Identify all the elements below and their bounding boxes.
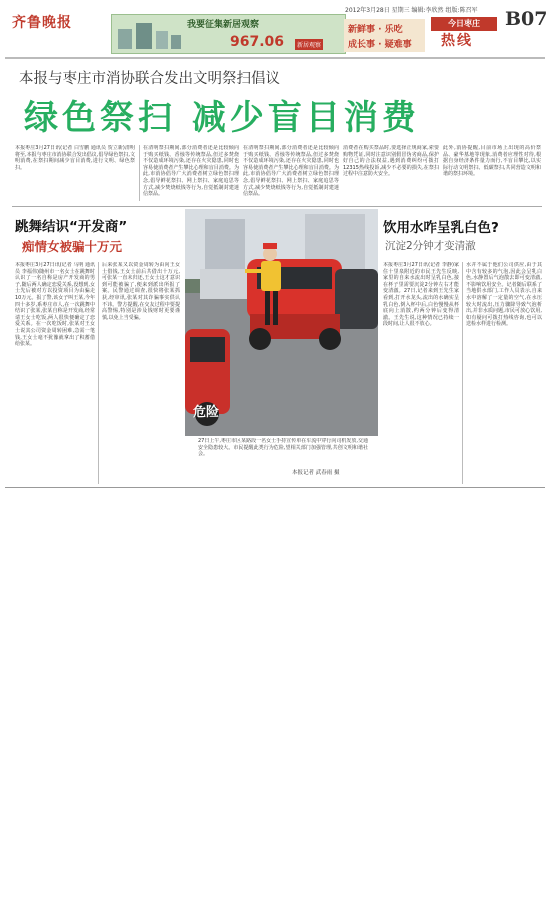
photo-caption: [198, 438, 368, 474]
building-icon: [114, 19, 184, 49]
column-divider: [98, 262, 99, 484]
banner-tag: 新居观察: [295, 39, 323, 50]
column-divider: [462, 262, 463, 484]
newspaper-logo: 齐鲁晚报: [12, 15, 72, 31]
banner-title: 我要征集新居观察: [187, 20, 260, 30]
lead-column-1: 本报枣庄3月27日讯(记者 白雪鹏 通讯员 贺立新)清明将至,本报与枣庄市消协联合发出倡议,倡导绿色祭扫,文明消费,在祭扫期间减少盲目消费,进行文明、绿色祭扫。: [15, 145, 135, 171]
promo-line-2: 成长事 · 疑难事: [348, 40, 412, 50]
page-bottom-rule: [5, 487, 545, 488]
lead-column-2b: 在清明祭扫期间,部分消费者还是比较倾向于购买纸钱、香烛等传统祭品,但过多焚烧不仅造成环境污染,还存在火灾隐患,同时也容易使消费者产生攀比心理和盲目消费。为此,市消协倡导广大消费者树立绿色祭扫理念,倡导鲜花祭扫、网上祭扫、家庭追思等方式,减少焚烧纸钱等行为,自觉抵制封建迷信祭品。: [243, 145, 339, 198]
left-story-column-2: 后来张某又以资金周转为由向王女士借钱,王女士前后共借出十万元,可张某一直未归还,王女士这才意识到可能被骗了,便来到派出所报了案。民警通过调查,很快将张某抓获,经审讯,张某对其诈骗事实供认不讳。警方提醒,在交友过程中要提高警惕,特别是涉及钱财时更要谨慎,以免上当受骗。: [102, 262, 180, 321]
right-story-column-2: 水并不属于他们公司供应,由于其中含有较多的气泡,因此会呈乳白色,水静置后气泡散去即可变清澈,不影响饮用安全。记者随后联系了当地供水部门,工作人员表示,自来水中溶解了一定量的空气,在水压较大时流出,压力骤降导致气泡析出,并非水质问题,市民可放心饮用,如有疑问可拨打热线咨询,也可以送检水样进行检测。: [466, 262, 542, 328]
lead-column-2: 在清明祭扫期间,部分消费者还是比较倾向于购买纸钱、香烛等传统祭品,但过多焚烧不仅造成环境污染,还存在火灾隐患,同时也容易使消费者产生攀比心理和盲目消费。为此,市消协倡导广大消费者树立绿色祭扫理念,倡导鲜花祭扫、网上祭扫、家庭追思等方式,减少焚烧纸钱等行为,自觉抵制封建迷信祭品。: [143, 145, 239, 198]
news-photo: [185, 209, 378, 436]
promo-box[interactable]: [344, 19, 425, 52]
banner-number: 967.06: [230, 34, 285, 50]
photo-caption-text: 27日上午,枣庄市区某路段一名女士手持宣传单在车流中穿行向司机发放,交通安全隐患较大。市民提醒此类行为危险,望相关部门加强管理,共创文明和谐社会。: [198, 438, 368, 458]
promo-line-1: 新鲜事 · 乐吃: [348, 25, 403, 35]
left-story-subhead: 痴情女被骗十万元: [22, 239, 123, 254]
house-ad-banner[interactable]: [111, 14, 346, 54]
masthead: [0, 0, 550, 58]
lead-subtitle: 本报与枣庄市消协联合发出文明祭扫倡议: [19, 71, 280, 87]
left-story-column-1: 本报枣庄3月27日讯(记者 马明 通讯员 李福伟)随州市一名女士在跳舞时认识了一名自称是房产开发商的男子,随后两人确定恋爱关系,没想到,女士先后被对方以投资项目为由骗走10万元。报了警,该女子叫王某,今年四十多岁,系枣庄市人,在一次跳舞中结识了张某,张某自称是开发商,经常请王女士吃饭,两人很快便确定了恋爱关系。在一次吃饭时,张某对王女士说其公司资金周转困难,急需一笔钱,王女士毫不犹豫就拿出了积蓄借给张某。: [15, 262, 95, 348]
photo-credit: 本报记者 武春雨 摄: [292, 470, 340, 476]
masthead-rule: [5, 57, 545, 59]
right-story-headline: 饮用水咋呈乳白色?: [383, 220, 499, 236]
lead-column-4: 此外,消协提醒,目前市场上出现的高价祭品、豪华墓地等现象,消费者应理性对待,根据自身经济条件量力而行,不盲目攀比,以实际行动文明祭扫、低碳祭扫,共同营造文明和谐的祭扫环境。: [443, 145, 541, 178]
dateline: 2012年3月28日 星期三 编辑:李欣然 组版:陈召军: [345, 7, 478, 14]
left-story-headline: 跳舞结识“开发商”: [15, 219, 128, 235]
section-divider: [12, 206, 542, 207]
column-divider: [139, 145, 140, 201]
right-story-subhead: 沉淀2分钟才变清澈: [385, 240, 476, 252]
lead-column-3: 消费者在购买祭品时,要选择正规商家,索要购物凭证,同时注意识别假冒伪劣商品,保护好自己的合法权益,遇到消费纠纷可拨打12315热线投诉,减少不必要的损失,在祭扫过程中注意防火安全。: [343, 145, 439, 178]
lead-headline: 绿色祭扫 减少盲目消费: [24, 98, 420, 138]
section-name: 热线: [441, 33, 473, 49]
photo-label: 危险: [193, 405, 220, 420]
page-number: B07: [505, 8, 548, 30]
section-bar: 今日枣庄: [431, 17, 497, 31]
right-story-column-1: 本报枣庄3月27日讯(记者 李静)家住十里泉附近的市民王先生反映,家里的自来水流出时呈乳白色,接在杯子里需要沉淀2分钟左右才能变清澈。27日,记者来到王先生家看到,打开水龙头,流出的水确实呈乳白色,倒入杯中后,白色慢慢从杯底向上消散,约两分钟后变得清澈。王先生说,这种情况已持续一段时间,让人很不放心。: [383, 262, 459, 328]
